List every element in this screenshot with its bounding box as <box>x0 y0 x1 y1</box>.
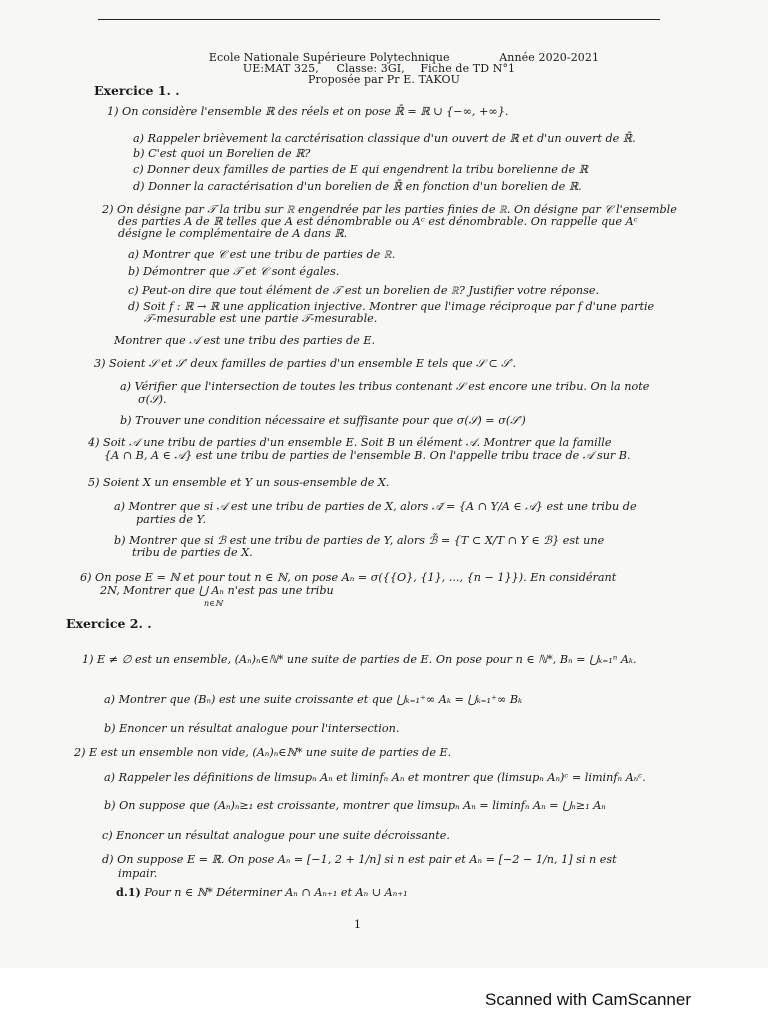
ex1-q1a: a) Rappeler brièvement la carctérisation classique d'un ouvert de ℝ et d'un ouvert de ℝ̄. <box>133 132 636 145</box>
ex2-q1: 1) E ≠ ∅ est un ensemble, (Aₙ)ₙ∈ℕ* une suite de parties de E. On pose pour n ∈ ℕ*, Bₙ = ⋃ₖ₌₁ⁿ Aₖ. <box>82 653 637 666</box>
ex2-q2d-line1: d) On suppose E = ℝ. On pose Aₙ = [−1, 2 + 1/n] si n est pair et Aₙ = [−2 − 1/n, 1] si n est <box>102 853 617 866</box>
academic-year: Année 2020-2021 <box>499 51 600 64</box>
ex1-q6-line2: 2N, Montrer que ⋃ Aₙ n'est pas une tribu <box>100 584 334 597</box>
ex2-q2b: b) On suppose que (Aₙ)ₙ≥₁ est croissante, montrer que limsupₙ Aₙ = liminfₙ Aₙ = ⋃ₙ≥₁ Aₙ <box>104 799 606 812</box>
scan-footer <box>0 968 768 1024</box>
ex1-q1b: b) C'est quoi un Borelien de ℝ? <box>133 147 311 160</box>
ex1-q5a-line2: parties de Y. <box>136 513 207 526</box>
ex1-q2a: a) Montrer que 𝒞 est une tribu de parties de ℝ. <box>128 248 396 261</box>
ex2-q2a: a) Rappeler les définitions de limsupₙ Aₙ et liminfₙ Aₙ et montrer que (limsupₙ Aₙ)ᶜ = liminfₙ Aₙᶜ. <box>104 771 646 784</box>
ex1-q3a-line1: a) Vérifier que l'intersection de toutes les tribus contenant 𝒮 est encore une tribu. On la note <box>120 380 650 393</box>
ex1-q3b: b) Trouver une condition nécessaire et suffisante pour que σ(𝒮) = σ(𝒮′) <box>120 414 526 427</box>
ex2-q1a: a) Montrer que (Bₙ) est une suite croissante et que ⋃ₖ₌₁⁺∞ Aₖ = ⋃ₖ₌₁⁺∞ Bₖ <box>104 693 523 706</box>
ex2-q1b: b) Enoncer un résultat analogue pour l'intersection. <box>104 722 400 735</box>
ex1-q4-line1: 4) Soit 𝒜 une tribu de parties d'un ensemble E. Soit B un élément 𝒜. Montrer que la famille <box>88 436 612 449</box>
ex1-q5a-line1: a) Montrer que si 𝒜 est une tribu de parties de X, alors 𝒜̃ = {A ∩ Y/A ∈ 𝒜} est une tribu de <box>114 500 637 513</box>
top-rule <box>98 19 660 20</box>
ex1-q6-line1: 6) On pose E = ℕ et pour tout n ∈ ℕ, on pose Aₙ = σ({{O}, {1}, ..., {n − 1}}). En considérant <box>80 571 617 584</box>
ex2-q2d1-label: d.1) <box>116 885 141 899</box>
author: Proposée par Pr E. TAKOU <box>308 73 460 86</box>
ex1-q2c: c) Peut-on dire que tout élément de 𝒯 est un borelien de ℝ? Justifier votre réponse. <box>128 284 600 297</box>
ex1-q4-line2: {A ∩ B, A ∈ 𝒜} est une tribu de parties de l'ensemble B. On l'appelle tribu trace de 𝒜 sur B. <box>104 449 631 462</box>
course-code: UE:MAT 325, <box>242 62 319 75</box>
ex1-q1: 1) On considère l'ensemble ℝ des réels et on pose ℝ̄ = ℝ ∪ {−∞, +∞}. <box>107 105 509 118</box>
ex1-q5b-line1: b) Montrer que si ℬ est une tribu de parties de Y, alors ℬ̃ = {T ⊂ X/T ∩ Y ∈ ℬ} est une <box>114 534 605 547</box>
ex1-q5: 5) Soient X un ensemble et Y un sous-ensemble de X. <box>88 476 390 489</box>
ex2-q2c: c) Enoncer un résultat analogue pour une suite décroissante. <box>102 829 450 842</box>
ex1-q2d-line1: d) Soit f : ℝ → ℝ une application injective. Montrer que l'image réciproque par f d'une partie <box>128 300 655 313</box>
ex1-tribe-statement: Montrer que 𝒜 est une tribu des parties de E. <box>114 334 376 347</box>
ex2-q2d1: d.1) Pour n ∈ ℕ* Déterminer Aₙ ∩ Aₙ₊₁ et Aₙ ∪ Aₙ₊₁ <box>116 885 408 899</box>
ex1-q2-line2: des parties A de ℝ telles que A est dénombrable ou Aᶜ est dénombrable. On rappelle que Aᶜ <box>118 215 638 228</box>
sheet-name: Fiche de TD N°1 <box>420 62 516 75</box>
ex1-q1d: d) Donner la caractérisation d'un borelien de ℝ̄ en fonction d'un borelien de ℝ. <box>133 180 582 193</box>
ex1-q2d-line2: 𝒯-mesurable est une partie 𝒯-mesurable. <box>144 312 378 325</box>
exercise-1-title: Exercice 1. . <box>94 83 180 98</box>
ex1-q2b: b) Démontrer que 𝒯 et 𝒞 sont égales. <box>128 265 340 278</box>
ex1-q5b-line2: tribu de parties de X. <box>132 546 253 559</box>
ex2-q2d-line2: impair. <box>118 867 158 880</box>
ex2-q2: 2) E est un ensemble non vide, (Aₙ)ₙ∈ℕ* une suite de parties de E. <box>74 746 452 759</box>
ex1-q1c: c) Donner deux familles de parties de E qui engendrent la tribu borelienne de ℝ <box>133 163 589 176</box>
ex1-q2-line1: 2) On désigne par 𝒯 la tribu sur ℝ engendrée par les parties finies de ℝ. On désigne par 𝒞 l'ensemble <box>102 203 677 216</box>
ex1-q3: 3) Soient 𝒮 et 𝒮′ deux familles de parties d'un ensemble E tels que 𝒮 ⊂ 𝒮′. <box>94 357 517 370</box>
ex1-q6-union-index: n∈ℕ <box>204 599 223 608</box>
camscanner-watermark: Scanned with CamScanner <box>484 990 691 1009</box>
page-number: 1 <box>354 918 361 931</box>
class-name: Classe: 3GI, <box>336 62 405 75</box>
school-name: Ecole Nationale Supérieure Polytechnique <box>208 51 450 64</box>
ex1-q3a-line2: σ(𝒮). <box>138 393 167 406</box>
exercise-2-title: Exercice 2. . <box>66 616 152 631</box>
ex1-q2-line3: désigne le complémentaire de A dans ℝ. <box>118 227 348 240</box>
